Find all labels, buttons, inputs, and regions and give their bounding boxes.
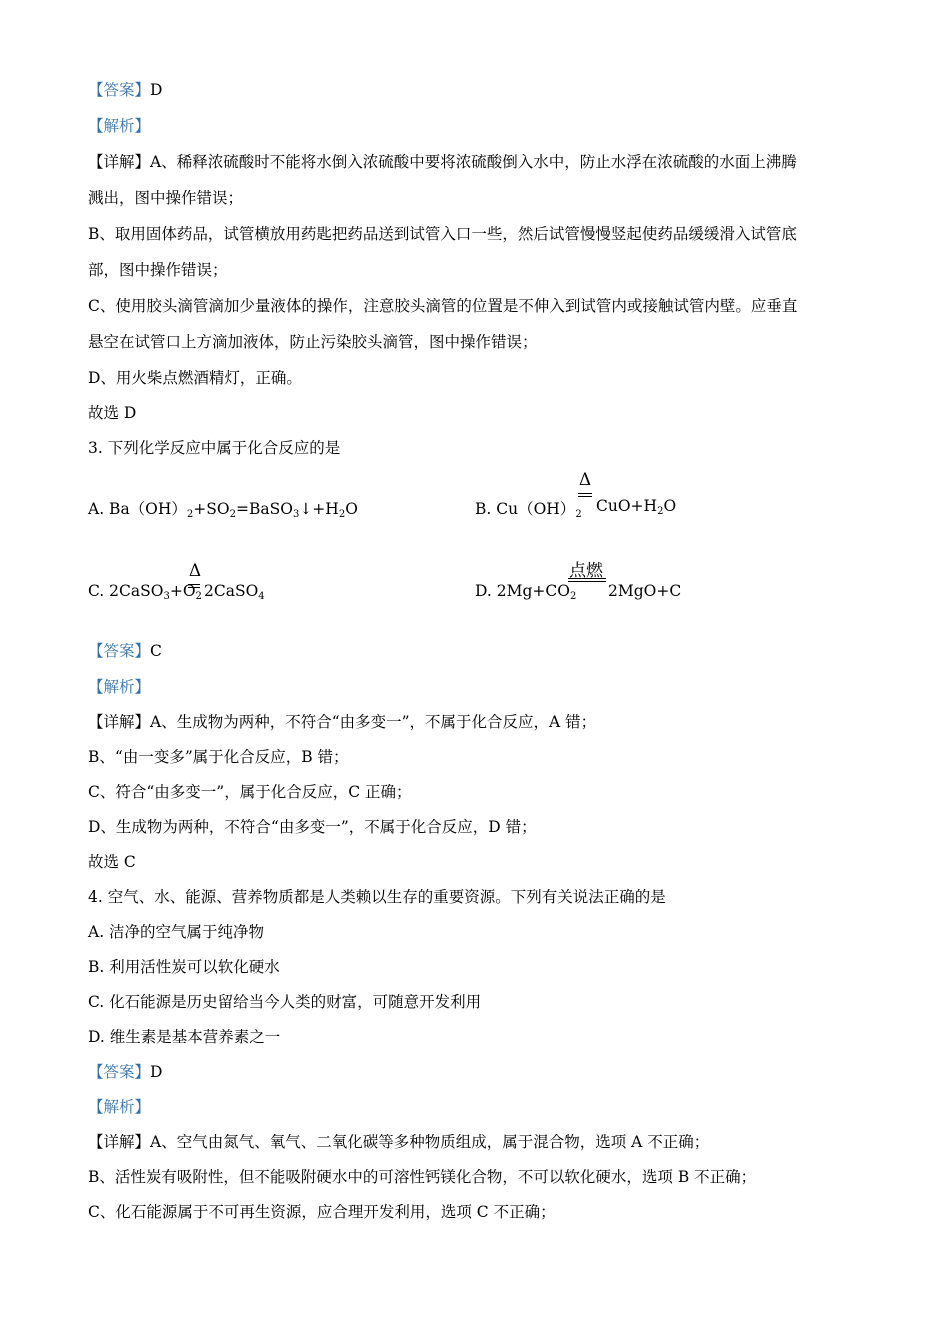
answer-line-3 [88,1062,162,1082]
detail-tag: 【详解】 [88,153,151,171]
answer-value: D [150,1063,163,1081]
detail-tag: 【详解】 [88,1133,151,1151]
detail-text: A、生成物为两种，不符合“由多变一”，不属于化合反应，A 错； [150,713,597,731]
analysis-tag: 【解析】 [88,117,151,135]
detail-text: C、符合“由多变一”，属于化合反应，C 正确； [88,783,412,801]
detail-line [88,152,797,172]
detail-text: C、使用胶头滴管滴加少量液体的操作，注意胶头滴管的位置是不伸入到试管内或接触试管内壁。应垂直 [88,297,798,315]
detail-text: A、空气由氮气、氧气、二氧化碳等多种物质组成，属于混合物，选项 A 不正确； [150,1133,710,1151]
option-b-equation: B. $Cu(OH)_2$ [475,500,582,520]
answer-line-1 [88,80,162,100]
detail-tag: 【详解】 [88,713,151,731]
option-d-equation: D. $2Mg+CO_2$ [475,582,577,602]
equals-sign [568,578,606,579]
answer-line-2 [88,641,162,661]
detail-text: 溅出，图中操作错误； [88,189,244,207]
equals-sign [188,584,200,585]
detail-text: D、用火柴点燃酒精灯，正确。 [88,369,302,387]
question-stem: 3. 下列化学反应中属于化合反应的是 [88,439,341,457]
analysis-tag: 【解析】 [88,678,151,696]
answer-tag: 【答案】 [88,1063,151,1081]
option-c: C. 化石能源是历史留给当今人类的财富，可随意开发利用 [88,993,482,1011]
detail-text: D、生成物为两种，不符合“由多变一”，不属于化合反应，D 错； [88,818,537,836]
analysis-heading-3 [88,1097,150,1117]
equals-sign [578,493,592,494]
question-stem: 4. 空气、水、能源、营养物质都是人类赖以生存的重要资源。下列有关说法正确的是 [88,888,666,906]
answer-value: D [150,81,163,99]
reaction-condition: 点燃 [569,561,603,581]
option-d-product: 2MgO+C [608,582,682,600]
option-d: D. 维生素是基本营养素之一 [88,1028,281,1046]
answer-tag: 【答案】 [88,81,151,99]
option-b: B. 利用活性炭可以软化硬水 [88,958,280,976]
detail-text: 部，图中操作错误； [88,261,228,279]
detail-text: B、活性炭有吸附性，但不能吸附硬水中的可溶性钙镁化合物，不可以软化硬水，选项 B 不正确； [88,1168,757,1186]
detail-text: B、“由一变多”属于化合反应，B 错； [88,748,349,766]
analysis-heading-2 [88,677,150,697]
option-a: A. 洁净的空气属于纯净物 [88,923,265,941]
answer-value: C [150,642,162,660]
reaction-condition: Δ [188,561,202,581]
option-c-equation: C. $2CaSO_3+O_2$ [88,582,202,602]
choose-line: 故选 C [88,853,136,871]
detail-line [88,712,596,732]
choose-line: 故选 D [88,404,137,422]
reaction-condition: Δ [578,470,592,490]
detail-text: C、化石能源属于不可再生资源，应合理开发利用，选项 C 不正确； [88,1203,556,1221]
answer-tag: 【答案】 [88,642,151,660]
option-b-product: $CuO+H_2O$ [596,497,677,517]
detail-line [88,1132,709,1152]
detail-text: B、取用固体药品，试管横放用药匙把药品送到试管入口一些，然后试管慢慢竖起使药品缓缓滑入试管底 [88,225,797,243]
analysis-tag: 【解析】 [88,1098,151,1116]
detail-text: 悬空在试管口上方滴加液体，防止污染胶头滴管，图中操作错误； [88,333,538,351]
option-a-equation: A. $Ba(OH)_2+SO_2=BaSO_3↓+H_2O$ [88,500,358,520]
option-c-product: 2CaSO$_4$ [204,582,265,602]
analysis-heading-1 [88,116,150,136]
detail-text: A、稀释浓硫酸时不能将水倒入浓硫酸中要将浓硫酸倒入水中，防止水浮在浓硫酸的水面上沸腾 [150,153,797,171]
